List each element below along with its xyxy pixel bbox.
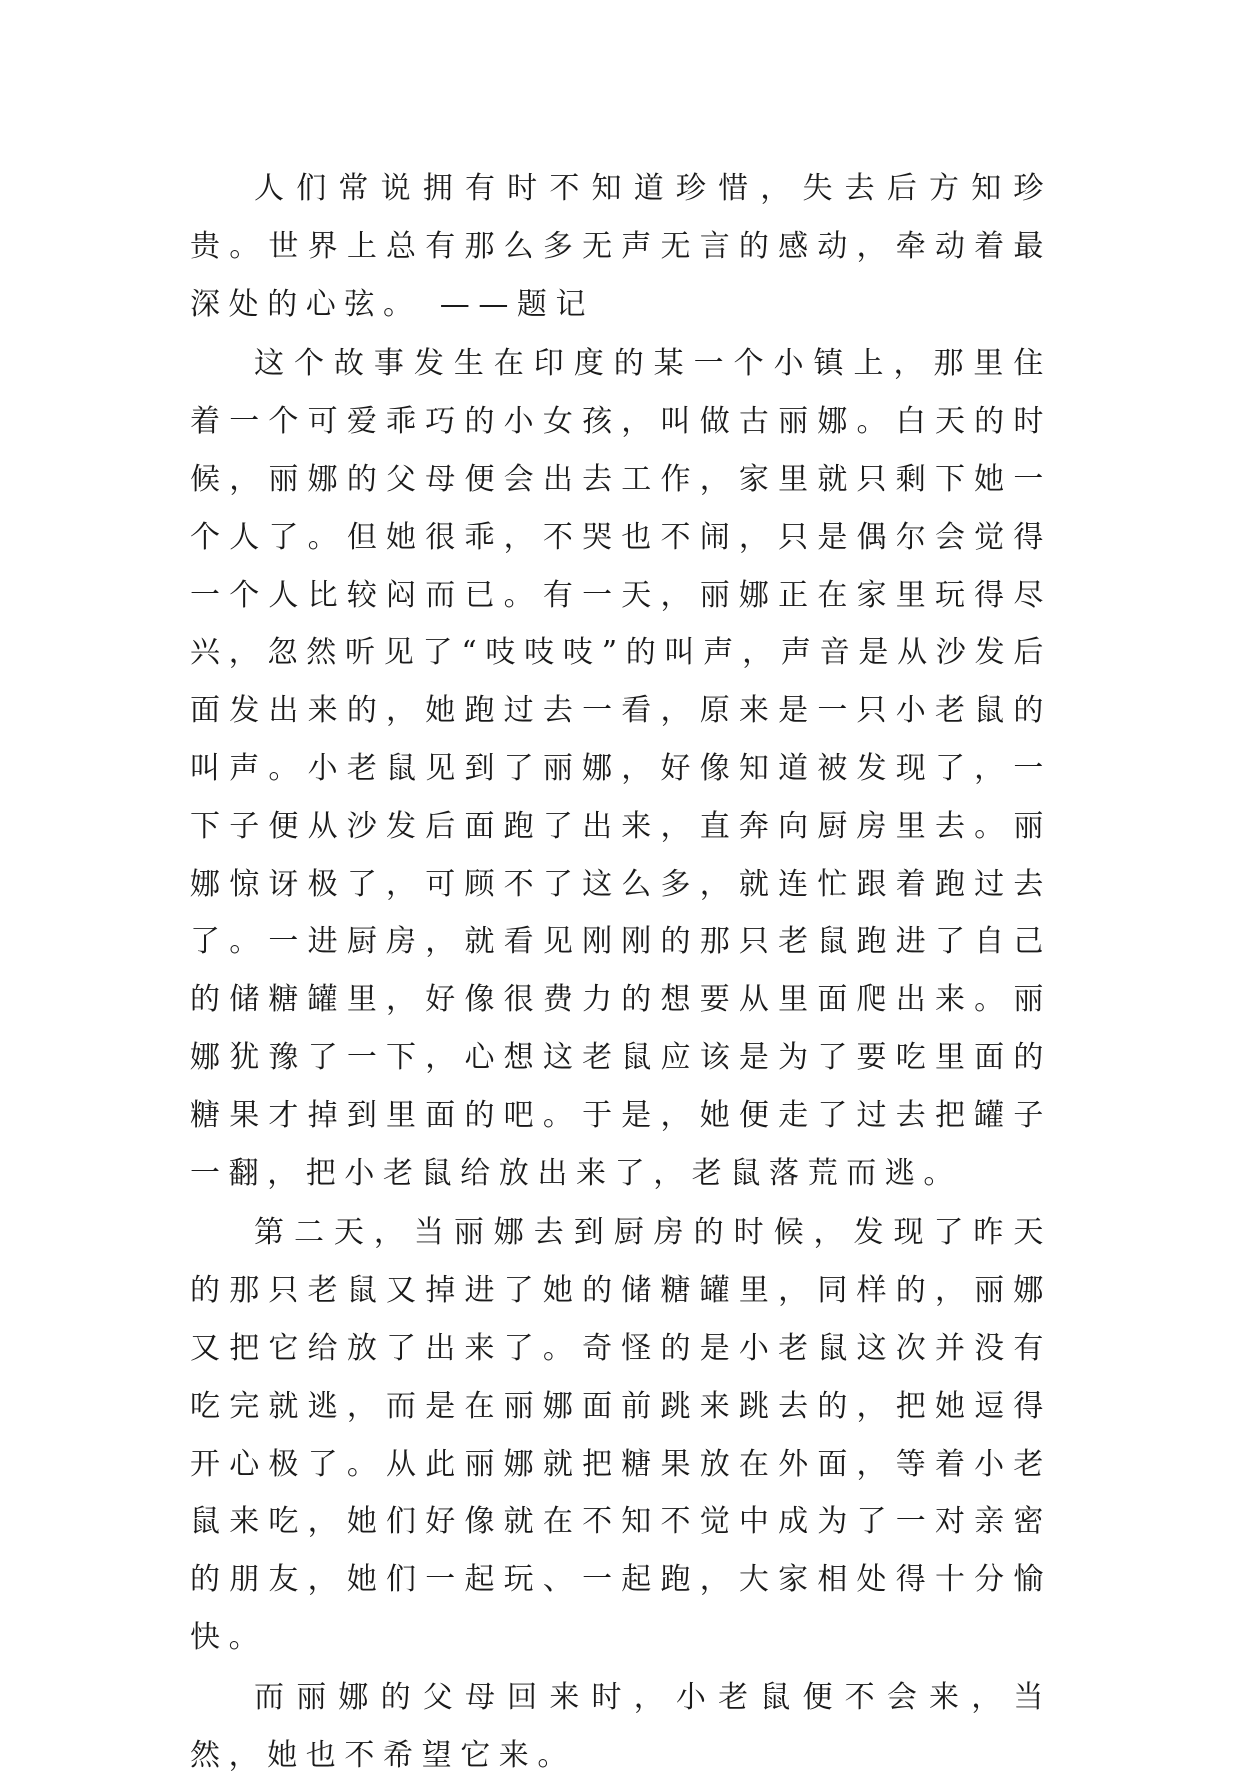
paragraph-second-day: 第二天，当丽娜去到厨房的时候，发现了昨天的那只老鼠又掉进了她的储糖罐里，同样的，丽娜又把它给放了出来了。奇怪的是小老鼠这次并没有吃完就逃，而是在丽娜面前跳来跳去的，把她逗得开心极了。从此丽娜就把糖果放在外面，等着小老鼠来吃，她们好像就在不知不觉中成为了一对亲密的朋友，她们一起玩、一起跑，大家相处得十分愉快。 — [190, 1215, 1052, 1655]
paragraph-epigraph: 人们常说拥有时不知道珍惜，失去后方知珍贵。世界上总有那么多无声无言的感动，牵动着最深处的心弦。 ——题记 — [190, 171, 1052, 322]
paragraph-story-intro: 这个故事发生在印度的某一个小镇上，那里住着一个可爱乖巧的小女孩，叫做古丽娜。白天的时候，丽娜的父母便会出去工作，家里就只剩下她一个人了。但她很乖，不哭也不闹，只是偶尔会觉得一个人比较闷而已。有一天，丽娜正在家里玩得尽兴，忽然听见了“吱吱吱”的叫声，声音是从沙发后面发出来的，她跑过去一看，原来是一只小老鼠的叫声。小老鼠见到了丽娜，好像知道被发现了，一下子便从沙发后面跑了出来，直奔向厨房里去。丽娜惊讶极了，可顾不了这么多，就连忙跟着跑过去了。一进厨房，就看见刚刚的那只老鼠跑进了自己的储糖罐里，好像很费力的想要从里面爬出来。丽娜犹豫了一下，心想这老鼠应该是为了要吃里面的糖果才掉到里面的吧。于是，她便走了过去把罐子一翻，把小老鼠给放出来了，老鼠落荒而逃。 — [190, 346, 1052, 1191]
document-page — [190, 160, 1052, 1786]
paragraph-parents-return: 而丽娜的父母回来时，小老鼠便不会来，当然，她也不希望它来。 — [190, 1679, 1052, 1773]
